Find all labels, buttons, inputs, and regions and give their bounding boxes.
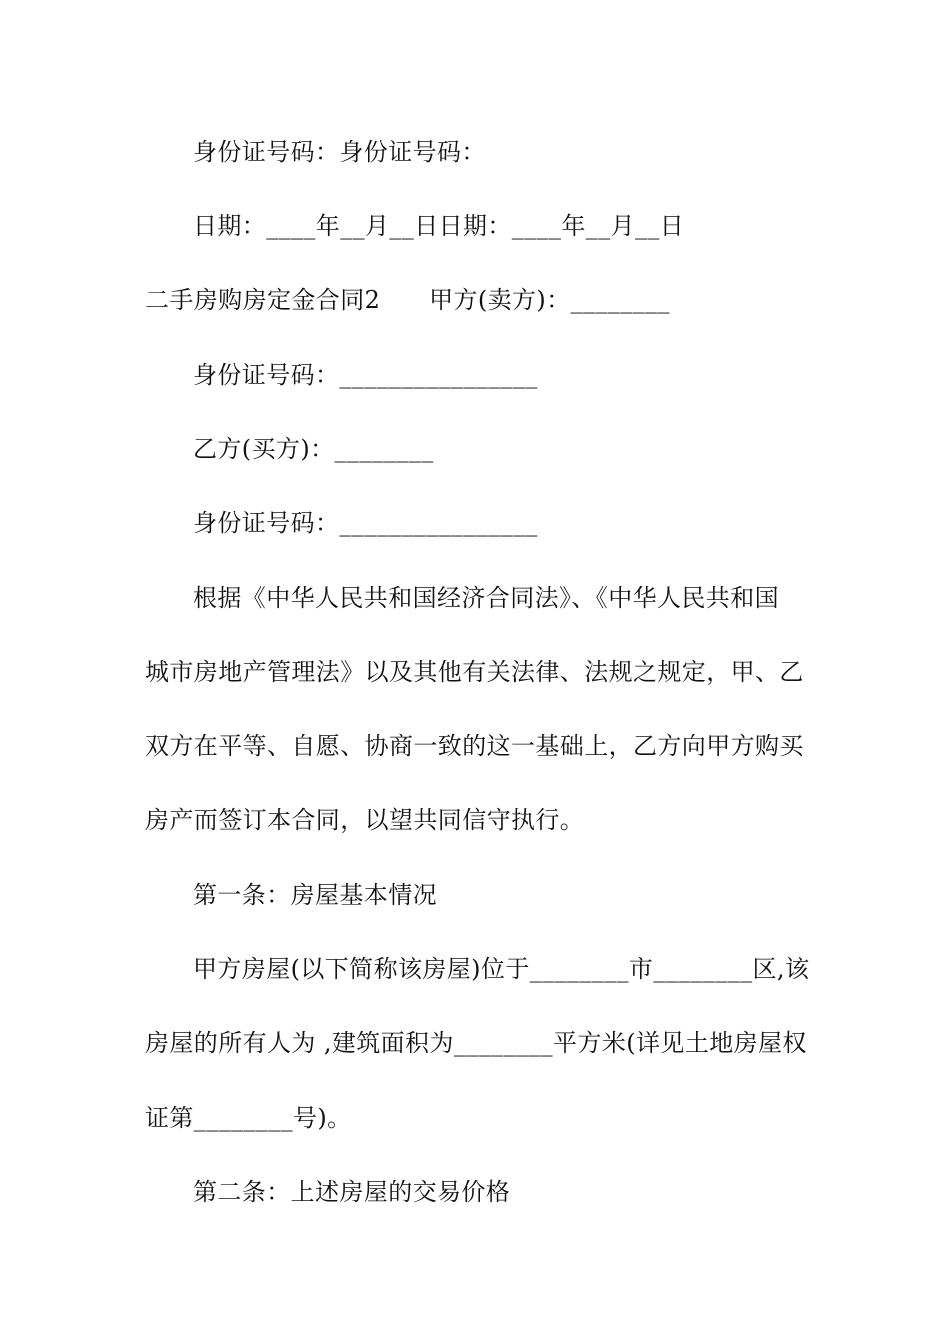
- preamble-line-2: 城市房地产管理法》以及其他有关法律、法规之规定，甲、乙: [145, 658, 804, 686]
- article-1-line-2: 房屋的所有人为 ,建筑面积为________平方米(详见土地房屋权: [145, 1029, 807, 1057]
- article-1-heading: 第一条：房屋基本情况: [193, 881, 437, 909]
- preamble-line-4: 房产而签订本合同，以望共同信守执行。: [145, 806, 585, 834]
- article-1-line-1: 甲方房屋(以下简称该房屋)位于________市________区,该: [193, 955, 810, 983]
- article-2-heading: 第二条：上述房屋的交易价格: [193, 1178, 511, 1206]
- preamble-line-1: 根据《中华人民共和国经济合同法》、《中华人民共和国: [193, 584, 779, 612]
- date-line: 日期：____年__月__日日期：____年__月__日: [193, 212, 685, 240]
- party-b-line: 乙方(买方)：________: [193, 435, 434, 463]
- party-a-id-line: 身份证号码：________________: [193, 361, 538, 389]
- id-number-line: 身份证号码：身份证号码：: [193, 138, 486, 166]
- party-b-id-line: 身份证号码：________________: [193, 509, 538, 537]
- contract-title-party-a-line: 二手房购房定金合同2 甲方(卖方)：________: [145, 286, 670, 314]
- preamble-line-3: 双方在平等、自愿、协商一致的这一基础上，乙方向甲方购买: [145, 732, 804, 760]
- article-1-line-3: 证第________号)。: [145, 1104, 352, 1132]
